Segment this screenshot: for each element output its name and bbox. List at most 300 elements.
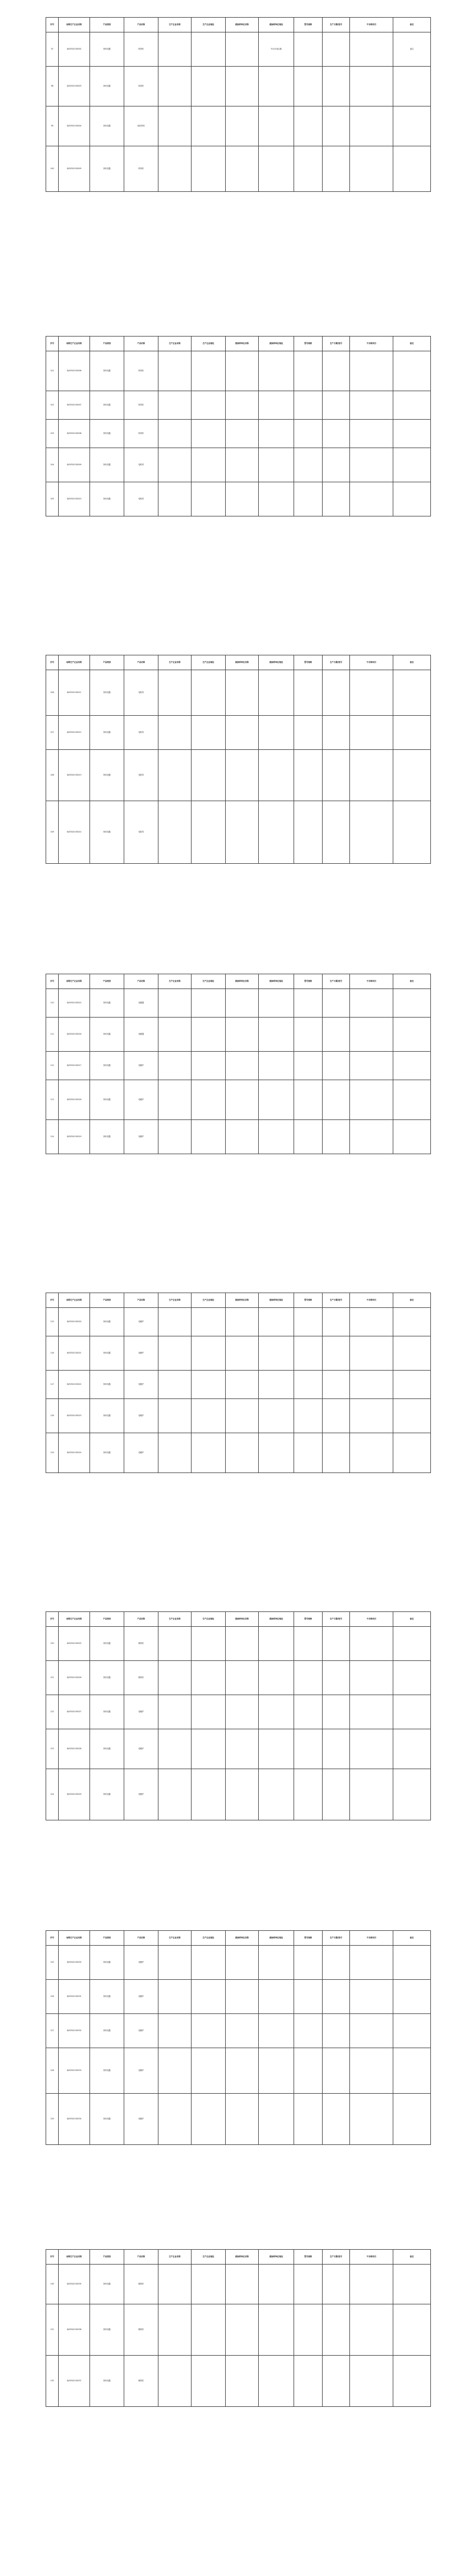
cell-brand (192, 2265, 226, 2304)
cell-cat: 家用电器 (90, 146, 124, 192)
cell-result (350, 750, 393, 801)
cell-no: 98 (46, 67, 59, 106)
table-row (46, 989, 431, 1018)
column-header: 生产日期/批号 (323, 2250, 350, 2265)
cell-result (350, 801, 393, 864)
column-header: 被抽样单位名称 (226, 655, 259, 670)
cell-brand (192, 1399, 226, 1433)
cell-result (350, 482, 393, 516)
table-row (46, 1946, 431, 1980)
cell-ent (158, 1399, 192, 1433)
cell-prod: 电吹风 (124, 801, 158, 864)
inspection-table (46, 655, 431, 864)
cell-note (393, 2356, 431, 2407)
cell-code: SJ05320130013 (59, 750, 90, 801)
cell-prod: 电吹风 (124, 482, 158, 516)
cell-no: 119 (46, 1433, 59, 1473)
cell-prod: 电吹风 (124, 448, 158, 482)
column-header: 生产企业地址 (192, 655, 226, 670)
cell-no: 123 (46, 1729, 59, 1769)
cell-spec (294, 448, 323, 482)
column-header: 产品名称 (124, 974, 158, 989)
column-header: 备注 (393, 1293, 431, 1308)
table-row (46, 67, 431, 106)
cell-result (350, 1980, 393, 2014)
column-header: 不合格项目 (350, 974, 393, 989)
cell-prod: 电暖器 (124, 989, 158, 1018)
column-header: 生产日期/批号 (323, 1931, 350, 1946)
cell-code: SJ05320130016 (59, 1018, 90, 1052)
column-header: 标称生产企业名称 (59, 1293, 90, 1308)
cell-sampled (226, 989, 259, 1018)
cell-spec (294, 716, 323, 750)
cell-cat: 家用电器 (90, 67, 124, 106)
cell-date (323, 351, 350, 391)
table-row (46, 2265, 431, 2304)
cell-result (350, 1120, 393, 1154)
cell-ent (158, 716, 192, 750)
column-header: 产品名称 (124, 337, 158, 351)
cell-date (323, 1336, 350, 1371)
cell-addr (259, 1308, 294, 1336)
cell-prod: 电暖炉 (124, 2014, 158, 2048)
cell-prod: 电暖炉 (124, 1399, 158, 1433)
cell-code: SJ05320130003 (59, 67, 90, 106)
cell-sampled (226, 2265, 259, 2304)
cell-code: SJ05320130011 (59, 670, 90, 716)
cell-no: 113 (46, 1080, 59, 1120)
cell-note: 备注 (393, 32, 431, 67)
column-header: 备注 (393, 337, 431, 351)
column-header: 生产日期/批号 (323, 974, 350, 989)
cell-note (393, 2014, 431, 2048)
cell-code: SJ05320130032 (59, 2014, 90, 2048)
cell-ent (158, 1433, 192, 1473)
cell-addr (259, 1769, 294, 1820)
cell-note (393, 1018, 431, 1052)
column-header: 备注 (393, 18, 431, 32)
cell-date (323, 2094, 350, 2145)
table-row (46, 801, 431, 864)
table-row (46, 351, 431, 391)
column-header: 生产企业名称 (158, 18, 192, 32)
column-header: 被抽样单位名称 (226, 337, 259, 351)
column-header: 序号 (46, 18, 59, 32)
column-header: 产品名称 (124, 2250, 158, 2265)
cell-result (350, 420, 393, 448)
column-header: 生产日期/批号 (323, 337, 350, 351)
cell-sampled (226, 2304, 259, 2356)
cell-date (323, 1627, 350, 1661)
cell-date (323, 2048, 350, 2094)
column-header: 不合格项目 (350, 1293, 393, 1308)
cell-note (393, 1769, 431, 1820)
table-header-row (46, 1931, 431, 1946)
cell-brand (192, 1371, 226, 1399)
cell-prod: 暖风机 (124, 2304, 158, 2356)
cell-note (393, 1399, 431, 1433)
column-header: 型号规格 (294, 974, 323, 989)
cell-date (323, 2304, 350, 2356)
cell-note (393, 146, 431, 192)
column-header: 标称生产企业名称 (59, 655, 90, 670)
column-header: 型号规格 (294, 655, 323, 670)
cell-code: SJ05320130034 (59, 2094, 90, 2145)
cell-sampled (226, 670, 259, 716)
column-header: 产品类别 (90, 1931, 124, 1946)
column-header: 标称生产企业名称 (59, 974, 90, 989)
cell-spec (294, 67, 323, 106)
column-header: 产品名称 (124, 18, 158, 32)
column-header: 产品名称 (124, 1931, 158, 1946)
cell-no: 97 (46, 32, 59, 67)
cell-code: SJ05320130017 (59, 1052, 90, 1080)
cell-code: SJ05320130035 (59, 2265, 90, 2304)
cell-prod: 电暖炉 (124, 1371, 158, 1399)
cell-brand (192, 1336, 226, 1371)
cell-result (350, 1627, 393, 1661)
cell-ent (158, 1018, 192, 1052)
cell-cat: 家用电器 (90, 32, 124, 67)
column-header: 被抽样单位地址 (259, 1931, 294, 1946)
cell-spec (294, 1661, 323, 1695)
cell-no: 131 (46, 2304, 59, 2356)
cell-no: 101 (46, 351, 59, 391)
cell-no: 112 (46, 1052, 59, 1080)
cell-ent (158, 2265, 192, 2304)
table-row (46, 1080, 431, 1120)
cell-brand (192, 1661, 226, 1695)
cell-brand (192, 1980, 226, 2014)
cell-cat: 家用电器 (90, 1080, 124, 1120)
cell-sampled (226, 2356, 259, 2407)
cell-code: SJ05320130024 (59, 1433, 90, 1473)
column-header: 生产企业名称 (158, 974, 192, 989)
cell-result (350, 1052, 393, 1080)
cell-prod: 暖风机 (124, 2265, 158, 2304)
table-row (46, 1769, 431, 1820)
cell-code: SJ05320130025 (59, 1627, 90, 1661)
cell-addr (259, 448, 294, 482)
cell-brand (192, 146, 226, 192)
cell-date (323, 2014, 350, 2048)
column-header: 被抽样单位地址 (259, 974, 294, 989)
cell-cat: 家用电器 (90, 1695, 124, 1729)
cell-prod: 暖风机 (124, 2356, 158, 2407)
cell-brand (192, 2094, 226, 2145)
cell-sampled (226, 750, 259, 801)
table-row (46, 1980, 431, 2014)
table-header-row (46, 18, 431, 32)
cell-code: SJ05320130029 (59, 1769, 90, 1820)
cell-ent (158, 2304, 192, 2356)
cell-ent (158, 2356, 192, 2407)
cell-spec (294, 1627, 323, 1661)
cell-prod: 电暖炉 (124, 1080, 158, 1120)
cell-spec (294, 750, 323, 801)
cell-date (323, 1661, 350, 1695)
cell-note (393, 1627, 431, 1661)
cell-result (350, 1399, 393, 1433)
column-header: 产品名称 (124, 655, 158, 670)
cell-note (393, 2094, 431, 2145)
cell-date (323, 801, 350, 864)
cell-spec (294, 2356, 323, 2407)
cell-prod: 吹风机 (124, 391, 158, 420)
cell-note (393, 801, 431, 864)
table-row (46, 1433, 431, 1473)
column-header: 标称生产企业名称 (59, 2250, 90, 2265)
cell-cat: 家用电器 (90, 1946, 124, 1980)
cell-no: 103 (46, 420, 59, 448)
cell-prod: 电暖炉 (124, 1946, 158, 1980)
inspection-table (46, 974, 431, 1154)
table-row (46, 750, 431, 801)
cell-note (393, 1308, 431, 1336)
column-header: 产品类别 (90, 337, 124, 351)
cell-note (393, 1080, 431, 1120)
column-header: 被抽样单位地址 (259, 2250, 294, 2265)
cell-no: 109 (46, 801, 59, 864)
cell-code: SJ05320130037 (59, 2356, 90, 2407)
cell-spec (294, 482, 323, 516)
cell-no: 116 (46, 1336, 59, 1371)
cell-no: 125 (46, 1946, 59, 1980)
table-row (46, 1729, 431, 1769)
cell-prod: 电暖器 (124, 1018, 158, 1052)
cell-date (323, 1080, 350, 1120)
cell-sampled (226, 1980, 259, 2014)
cell-result (350, 1661, 393, 1695)
cell-date (323, 1433, 350, 1473)
column-header: 标称生产企业名称 (59, 1612, 90, 1627)
cell-brand (192, 2048, 226, 2094)
cell-note (393, 1120, 431, 1154)
table-row (46, 1018, 431, 1052)
cell-code: SJ05320130007 (59, 391, 90, 420)
cell-sampled (226, 32, 259, 67)
cell-code: SJ05320130015 (59, 989, 90, 1018)
cell-spec (294, 670, 323, 716)
cell-cat: 家用电器 (90, 1769, 124, 1820)
cell-note (393, 448, 431, 482)
cell-date (323, 716, 350, 750)
cell-cat: 家用电器 (90, 750, 124, 801)
cell-no: 106 (46, 670, 59, 716)
table-row (46, 1308, 431, 1336)
cell-prod: 电暖炉 (124, 2048, 158, 2094)
cell-ent (158, 1946, 192, 1980)
table-header-row (46, 1293, 431, 1308)
table-row (46, 391, 431, 420)
cell-prod: 电暖炉 (124, 1120, 158, 1154)
cell-sampled (226, 1433, 259, 1473)
cell-sampled (226, 1052, 259, 1080)
cell-no: 121 (46, 1661, 59, 1695)
table-header-row (46, 2250, 431, 2265)
column-header: 不合格项目 (350, 655, 393, 670)
column-header: 产品类别 (90, 1612, 124, 1627)
cell-no: 104 (46, 448, 59, 482)
cell-code: SJ05320130020 (59, 1308, 90, 1336)
cell-code: SJ05320130036 (59, 2304, 90, 2356)
cell-brand (192, 989, 226, 1018)
cell-cat: 家用电器 (90, 1729, 124, 1769)
cell-spec (294, 1769, 323, 1820)
table-row (46, 670, 431, 716)
cell-note (393, 716, 431, 750)
cell-addr (259, 391, 294, 420)
column-header: 生产企业名称 (158, 2250, 192, 2265)
cell-prod: 电暖炉 (124, 1980, 158, 2014)
cell-spec (294, 32, 323, 67)
cell-ent (158, 106, 192, 146)
table-header-row (46, 974, 431, 989)
cell-result (350, 1946, 393, 1980)
cell-cat: 家用电器 (90, 391, 124, 420)
column-header: 生产日期/批号 (323, 655, 350, 670)
cell-cat: 家用电器 (90, 2356, 124, 2407)
cell-prod: 吹风机 (124, 351, 158, 391)
cell-no: 122 (46, 1695, 59, 1729)
column-header: 不合格项目 (350, 1931, 393, 1946)
cell-spec (294, 1052, 323, 1080)
table-header-row (46, 337, 431, 351)
cell-cat: 家用电器 (90, 351, 124, 391)
cell-sampled (226, 1627, 259, 1661)
cell-brand (192, 32, 226, 67)
column-header: 被抽样单位地址 (259, 18, 294, 32)
cell-note (393, 106, 431, 146)
cell-cat: 家用电器 (90, 420, 124, 448)
cell-code: SJ05320130008 (59, 420, 90, 448)
cell-spec (294, 2265, 323, 2304)
inspection-table (46, 1611, 431, 1820)
column-header: 生产企业地址 (192, 1612, 226, 1627)
cell-date (323, 1018, 350, 1052)
cell-spec (294, 106, 323, 146)
cell-brand (192, 1695, 226, 1729)
column-header: 序号 (46, 2250, 59, 2265)
cell-addr (259, 2048, 294, 2094)
cell-prod: 吹风机 (124, 146, 158, 192)
cell-date (323, 989, 350, 1018)
cell-spec (294, 1336, 323, 1371)
cell-result (350, 1769, 393, 1820)
cell-no: 115 (46, 1308, 59, 1336)
cell-sampled (226, 420, 259, 448)
cell-no: 117 (46, 1371, 59, 1399)
cell-note (393, 351, 431, 391)
cell-spec (294, 1946, 323, 1980)
cell-sampled (226, 482, 259, 516)
cell-date (323, 1052, 350, 1080)
cell-ent (158, 146, 192, 192)
cell-addr (259, 670, 294, 716)
cell-cat: 家用电器 (90, 1627, 124, 1661)
table-row (46, 146, 431, 192)
cell-ent (158, 989, 192, 1018)
cell-addr (259, 1661, 294, 1695)
cell-note (393, 989, 431, 1018)
cell-no: 129 (46, 2094, 59, 2145)
cell-spec (294, 391, 323, 420)
cell-result (350, 2304, 393, 2356)
cell-result (350, 1018, 393, 1052)
cell-spec (294, 1980, 323, 2014)
cell-ent (158, 1120, 192, 1154)
cell-result (350, 67, 393, 106)
cell-ent (158, 1627, 192, 1661)
cell-sampled (226, 1120, 259, 1154)
cell-cat: 家用电器 (90, 1336, 124, 1371)
cell-note (393, 1433, 431, 1473)
column-header: 备注 (393, 2250, 431, 2265)
cell-addr (259, 1336, 294, 1371)
cell-addr (259, 1080, 294, 1120)
cell-cat: 家用电器 (90, 1371, 124, 1399)
cell-brand (192, 67, 226, 106)
cell-note (393, 1695, 431, 1729)
cell-no: 124 (46, 1769, 59, 1820)
cell-brand (192, 1627, 226, 1661)
cell-cat: 家用电器 (90, 448, 124, 482)
cell-result (350, 1080, 393, 1120)
cell-sampled (226, 1729, 259, 1769)
table-row (46, 1399, 431, 1433)
cell-addr (259, 1433, 294, 1473)
table-row (46, 716, 431, 750)
column-header: 生产日期/批号 (323, 1612, 350, 1627)
cell-prod: 电暖炉 (124, 1695, 158, 1729)
cell-spec (294, 1080, 323, 1120)
cell-sampled (226, 2048, 259, 2094)
cell-ent (158, 420, 192, 448)
cell-date (323, 391, 350, 420)
cell-cat: 家用电器 (90, 2094, 124, 2145)
table-row (46, 1695, 431, 1729)
cell-code: SJ05320130018 (59, 1080, 90, 1120)
cell-ent (158, 1336, 192, 1371)
cell-ent (158, 448, 192, 482)
cell-code: SJ05320130004 (59, 106, 90, 146)
cell-code: SJ05320130033 (59, 2048, 90, 2094)
cell-result (350, 2048, 393, 2094)
cell-note (393, 2265, 431, 2304)
cell-date (323, 482, 350, 516)
cell-no: 99 (46, 106, 59, 146)
cell-code: SJ05320130009 (59, 448, 90, 482)
cell-result (350, 2265, 393, 2304)
cell-note (393, 1946, 431, 1980)
cell-prod: 电暖炉 (124, 1052, 158, 1080)
cell-date (323, 146, 350, 192)
cell-result (350, 1729, 393, 1769)
cell-sampled (226, 448, 259, 482)
cell-cat: 家用电器 (90, 1433, 124, 1473)
cell-date (323, 106, 350, 146)
cell-brand (192, 420, 226, 448)
cell-addr (259, 716, 294, 750)
cell-no: 120 (46, 1627, 59, 1661)
cell-spec (294, 420, 323, 448)
cell-sampled (226, 1371, 259, 1399)
column-header: 不合格项目 (350, 337, 393, 351)
column-header: 被抽样单位名称 (226, 18, 259, 32)
cell-ent (158, 1661, 192, 1695)
cell-result (350, 448, 393, 482)
cell-brand (192, 2356, 226, 2407)
